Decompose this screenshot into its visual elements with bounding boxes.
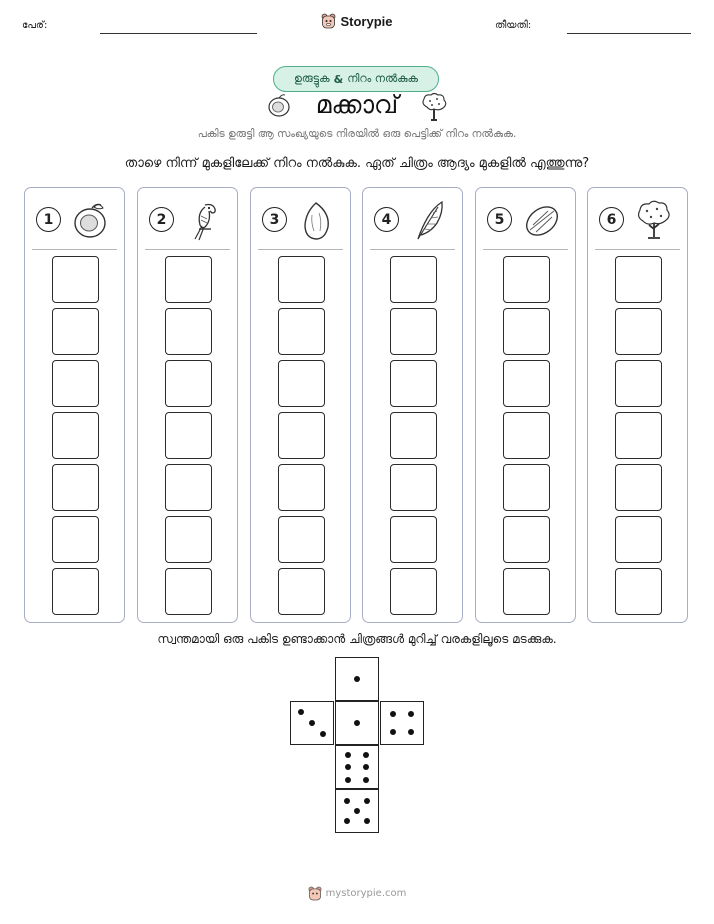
dice-face-4 xyxy=(380,701,424,745)
color-box[interactable] xyxy=(503,516,550,563)
date-label: തീയതി: xyxy=(495,20,532,31)
color-box[interactable] xyxy=(615,308,662,355)
dice-pip xyxy=(309,720,315,726)
brand-logo xyxy=(0,13,714,29)
column-header xyxy=(595,188,680,250)
color-box[interactable] xyxy=(52,308,99,355)
color-box[interactable] xyxy=(390,360,437,407)
color-box[interactable] xyxy=(278,412,325,459)
storypie-mascot-icon xyxy=(308,886,322,901)
subtitle: പകിട ഉരുട്ടി ആ സംഖ്യയുടെ നിരയിൽ ഒരു പെട്ടിക്ക് നിറം നൽകുക. xyxy=(197,128,517,140)
color-box[interactable] xyxy=(390,516,437,563)
dice-pip xyxy=(354,808,360,814)
dice-face-5 xyxy=(335,745,379,789)
dice-pip xyxy=(354,720,360,726)
dice-pip xyxy=(344,818,350,824)
color-box[interactable] xyxy=(615,412,662,459)
color-box[interactable] xyxy=(503,256,550,303)
plum-icon xyxy=(70,199,112,241)
seed-icon xyxy=(521,199,563,241)
color-box[interactable] xyxy=(503,464,550,511)
color-box[interactable] xyxy=(52,516,99,563)
activity-badge xyxy=(273,66,439,92)
dice-face-2 xyxy=(290,701,334,745)
dice-pip xyxy=(320,731,326,737)
color-box[interactable] xyxy=(390,256,437,303)
color-box[interactable] xyxy=(503,308,550,355)
footer-url: mystorypie.com xyxy=(325,888,407,899)
column-header xyxy=(370,188,455,250)
tree-icon xyxy=(633,199,675,241)
color-box[interactable] xyxy=(52,464,99,511)
dice-face-6 xyxy=(335,789,379,833)
column-header xyxy=(258,188,343,250)
color-box[interactable] xyxy=(615,256,662,303)
column-6 xyxy=(587,187,688,623)
dice-face-1 xyxy=(335,657,379,701)
dice-pip xyxy=(345,777,351,783)
almond-icon xyxy=(296,199,338,241)
color-box[interactable] xyxy=(615,360,662,407)
color-box[interactable] xyxy=(278,568,325,615)
dice-pip xyxy=(345,752,351,758)
color-box[interactable] xyxy=(165,464,212,511)
column-number: 4 xyxy=(374,207,399,232)
color-box[interactable] xyxy=(390,464,437,511)
color-box[interactable] xyxy=(165,256,212,303)
dice-pip xyxy=(344,798,350,804)
dice-pip xyxy=(298,709,304,715)
column-number: 5 xyxy=(487,207,512,232)
color-box[interactable] xyxy=(503,412,550,459)
brand-name: Storypie xyxy=(340,13,393,29)
name-label: പേര്: xyxy=(22,20,48,31)
color-box[interactable] xyxy=(390,308,437,355)
dice-pip xyxy=(408,711,414,717)
color-box[interactable] xyxy=(52,412,99,459)
column-number: 3 xyxy=(262,207,287,232)
fold-instruction: സ്വന്തമായി ഒരു പകിട ഉണ്ടാക്കാൻ ചിത്രങ്ങൾ മുറിച്ച് വരകളിലൂടെ മടക്കുക. xyxy=(157,632,557,646)
instruction: താഴെ നിന്ന് മുകളിലേക്ക് നിറം നൽകുക. ഏത് ചിത്രം ആദ്യം മുകളിൽ എത്തുന്നു? xyxy=(124,156,590,171)
column-header xyxy=(32,188,117,250)
color-box[interactable] xyxy=(165,412,212,459)
tree-icon xyxy=(419,92,449,122)
name-line[interactable] xyxy=(100,33,257,34)
storypie-mascot-icon xyxy=(321,13,336,29)
color-box[interactable] xyxy=(165,516,212,563)
color-box[interactable] xyxy=(165,568,212,615)
dice-pip xyxy=(390,729,396,735)
color-box[interactable] xyxy=(52,568,99,615)
color-box[interactable] xyxy=(615,568,662,615)
footer xyxy=(0,886,714,901)
color-box[interactable] xyxy=(278,360,325,407)
page-title: മക്കാവ് xyxy=(315,90,399,119)
dice-pip xyxy=(408,729,414,735)
badge-text-color: നിറം നൽകുക xyxy=(347,72,419,85)
color-box[interactable] xyxy=(278,464,325,511)
dice-pip xyxy=(363,764,369,770)
badge-text-roll: ഉരുട്ടുക xyxy=(293,72,330,85)
date-line[interactable] xyxy=(567,33,691,34)
color-box[interactable] xyxy=(278,516,325,563)
dice-pip xyxy=(363,752,369,758)
color-box[interactable] xyxy=(165,308,212,355)
color-box[interactable] xyxy=(278,308,325,355)
dice-pip xyxy=(363,777,369,783)
color-box[interactable] xyxy=(615,516,662,563)
column-2 xyxy=(137,187,238,623)
dice-pip xyxy=(364,818,370,824)
column-number: 6 xyxy=(599,207,624,232)
color-box[interactable] xyxy=(390,412,437,459)
color-box[interactable] xyxy=(503,360,550,407)
column-4 xyxy=(362,187,463,623)
feather-icon xyxy=(408,199,450,241)
color-box[interactable] xyxy=(615,464,662,511)
column-5 xyxy=(475,187,576,623)
color-box[interactable] xyxy=(278,256,325,303)
dice-pip xyxy=(345,764,351,770)
dice-pip xyxy=(390,711,396,717)
column-1 xyxy=(24,187,125,623)
color-box[interactable] xyxy=(503,568,550,615)
macaw-icon xyxy=(183,199,225,241)
color-box[interactable] xyxy=(165,360,212,407)
column-3 xyxy=(250,187,351,623)
color-box[interactable] xyxy=(390,568,437,615)
color-box[interactable] xyxy=(52,360,99,407)
column-number: 2 xyxy=(149,207,174,232)
dice-face-3 xyxy=(335,701,379,745)
color-box[interactable] xyxy=(52,256,99,303)
dice-pip xyxy=(364,798,370,804)
badge-ampersand: & xyxy=(333,72,344,86)
column-number: 1 xyxy=(36,207,61,232)
column-header xyxy=(483,188,568,250)
dice-pip xyxy=(354,676,360,682)
column-header xyxy=(145,188,230,250)
